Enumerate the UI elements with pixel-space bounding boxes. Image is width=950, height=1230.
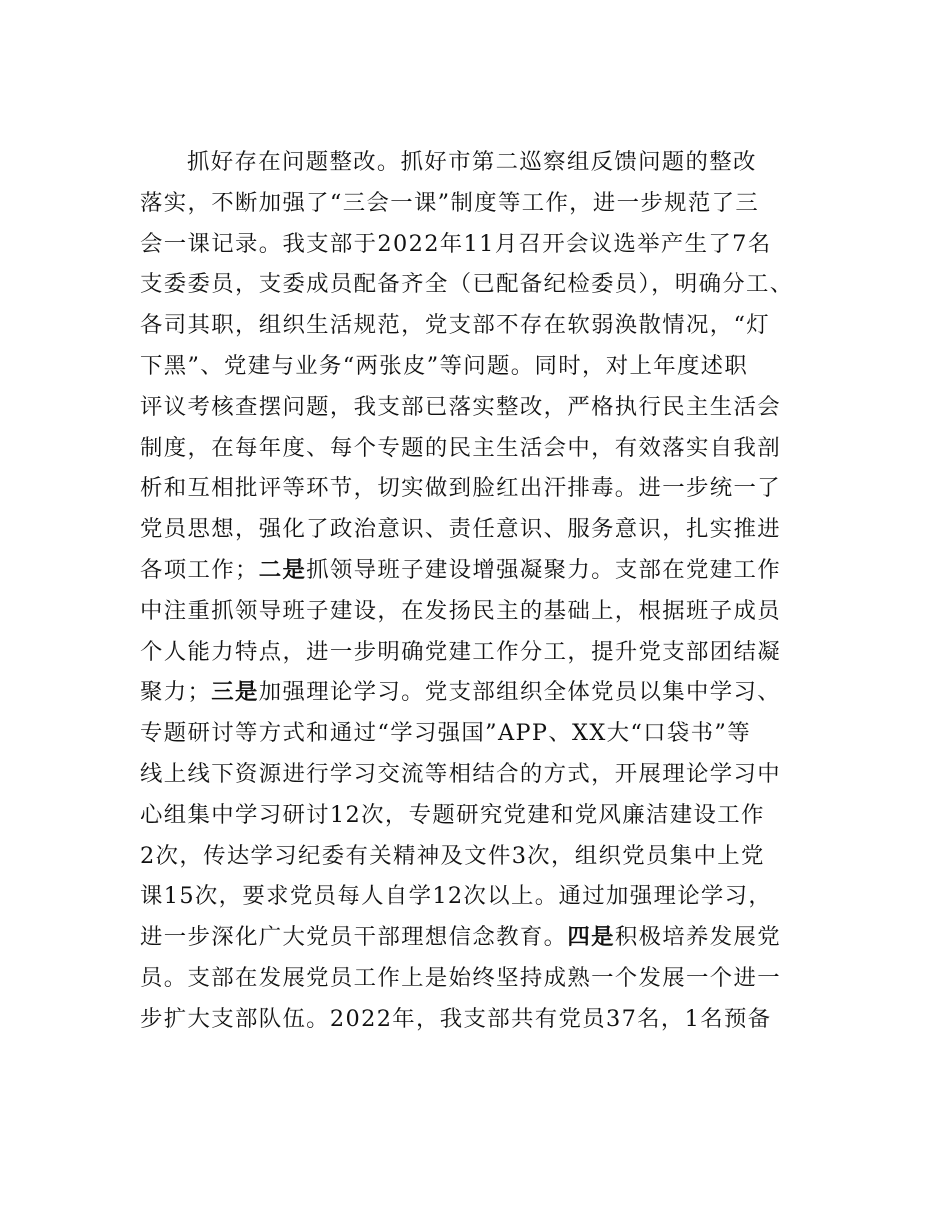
line-text: 步扩大支部队伍。2022年，我支部共有党员37名，1名预备 bbox=[140, 1005, 772, 1032]
line-text: 支委委员，支委成员配备齐全（已配备纪检委员），明确分工、 bbox=[140, 271, 794, 298]
line-text: 员。支部在发展党员工作上是始终坚持成熟一个发展一个进一 bbox=[140, 964, 781, 991]
line-text: 抓好存在问题整改。抓好市第二巡察组反馈问题的整改 bbox=[187, 149, 757, 175]
line-text: 下黑”、党建与业务“两张皮”等问题。同时，对上年度述职 bbox=[140, 352, 749, 379]
line-text: 2次，传达学习纪委有关精神及文件3次，组织党员集中上党 bbox=[140, 842, 765, 869]
text-line bbox=[140, 468, 820, 509]
text-line bbox=[140, 346, 820, 387]
text-line bbox=[140, 876, 820, 917]
text-line bbox=[140, 672, 820, 713]
line-text: 会一课记录。我支部于2022年11月召开会议选举产生了7名 bbox=[140, 230, 772, 257]
line-text: 积极培养发展党 bbox=[614, 924, 782, 951]
text-line bbox=[140, 264, 820, 305]
text-line bbox=[140, 591, 820, 632]
bold-marker-text: 三是 bbox=[211, 679, 259, 706]
text-line bbox=[140, 836, 820, 877]
body-paragraph bbox=[140, 142, 820, 1040]
text-line bbox=[140, 428, 820, 469]
text-line bbox=[140, 713, 820, 754]
line-text: 各项工作； bbox=[140, 556, 259, 583]
text-line bbox=[140, 550, 820, 591]
line-text: 各司其职，组织生活规范，党支部不存在软弱涣散情况，“灯 bbox=[140, 312, 771, 339]
bold-marker-text: 四是 bbox=[567, 924, 615, 951]
text-line bbox=[140, 795, 820, 836]
text-line bbox=[140, 958, 820, 999]
line-text: 制度，在每年度、每个专题的民主生活会中，有效落实自我剖 bbox=[140, 434, 781, 461]
text-line bbox=[140, 305, 820, 346]
text-line bbox=[140, 754, 820, 795]
line-text: 抓领导班子建设增强凝聚力。支部在党建工作 bbox=[306, 556, 781, 583]
line-text: 党员思想，强化了政治意识、责任意识、服务意识，扎实推进 bbox=[140, 516, 781, 543]
line-text: 聚力； bbox=[140, 679, 212, 706]
line-text: 评议考核查摆问题，我支部已落实整改，严格执行民主生活会 bbox=[140, 393, 781, 420]
line-text: 落实，不断加强了“三会一课”制度等工作，进一步规范了三 bbox=[140, 189, 760, 216]
bold-marker-text: 二是 bbox=[258, 556, 307, 583]
text-line bbox=[140, 142, 820, 183]
text-line bbox=[140, 917, 820, 958]
line-text: 中注重抓领导班子建设，在发扬民主的基础上，根据班子成员 bbox=[140, 597, 781, 624]
line-text: 专题研讨等方式和通过“学习强国”APP、XX大“口袋书”等 bbox=[140, 720, 751, 747]
text-line bbox=[140, 509, 820, 550]
line-text: 析和互相批评等环节，切实做到脸红出汗排毒。进一步统一了 bbox=[140, 475, 781, 502]
line-text: 线上线下资源进行学习交流等相结合的方式，开展理论学习中 bbox=[140, 760, 781, 787]
line-text: 进一步深化广大党员干部理想信念教育。 bbox=[140, 924, 568, 951]
text-line bbox=[140, 224, 820, 265]
line-text: 加强理论学习。党支部组织全体党员以集中学习、 bbox=[258, 679, 782, 706]
line-text: 心组集中学习研讨12次，专题研究党建和党风廉洁建设工作 bbox=[140, 801, 765, 828]
text-line bbox=[140, 183, 820, 224]
text-line bbox=[140, 999, 820, 1040]
text-line bbox=[140, 387, 820, 428]
text-line bbox=[140, 632, 820, 673]
line-text: 课15次，要求党员每人自学12次以上。通过加强理论学习， bbox=[140, 883, 773, 910]
line-text: 个人能力特点，进一步明确党建工作分工，提升党支部团结凝 bbox=[140, 638, 781, 665]
